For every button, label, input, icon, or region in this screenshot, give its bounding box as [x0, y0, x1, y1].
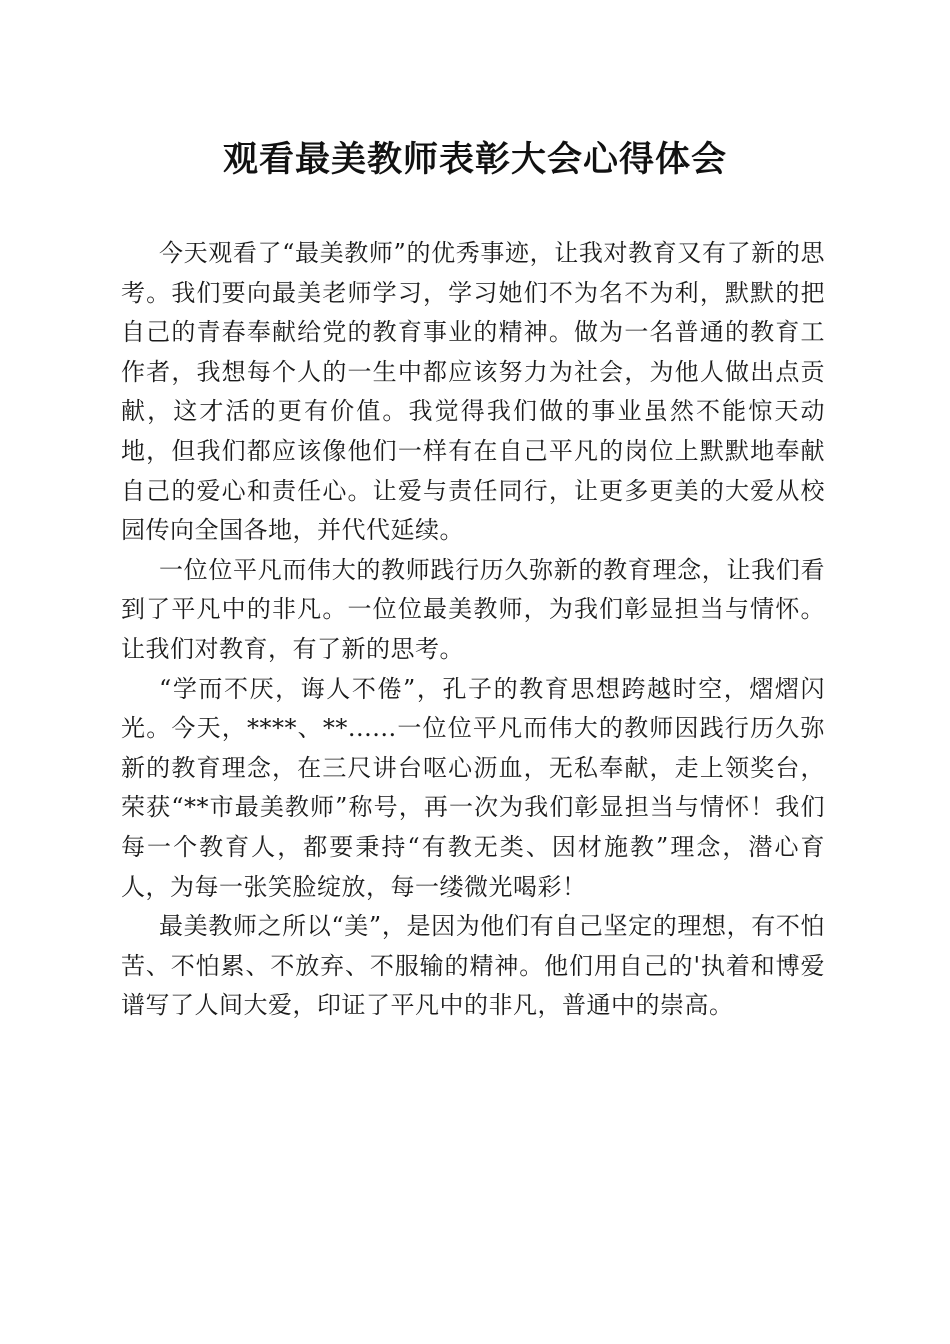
paragraph: 一位位平凡而伟大的教师践行历久弥新的教育理念，让我们看到了平凡中的非凡。一位位最美教师，为我们彰显担当与情怀。让我们对教育，有了新的思考。: [121, 555, 825, 663]
document-title: 观看最美教师表彰大会心得体会: [222, 139, 727, 180]
paragraph: 今天观看了“最美教师”的优秀事迹，让我对教育又有了新的思考。我们要向最美老师学习，学习她们不为名不为利，默默的把自己的青春奉献给党的教育事业的精神。做为一名普通的教育工作者，我想每个人的一生中都应该努力为社会，为他人做出点贡献，这才活的更有价值。我觉得我们做的事业虽然不能惊天动地，但我们都应该像他们一样有在自己平凡的岗位上默默地奉献自己的爱心和责任心。让爱与责任同行，让更多更美的大爱从校园传向全国各地，并代代延续。: [121, 239, 825, 545]
paragraph: “学而不厌，诲人不倦”，孔子的教育思想跨越时空，熠熠闪光。今天，****、**......一位位平凡而伟大的教师因践行历久弥新的教育理念，在三尺讲台呕心沥血，无私奉献，走上领奖台，荣获“**市最美教师”称号，再一次为我们彰显担当与情怀！我们每一个教育人，都要秉持“有教无类、因材施教”理念，潜心育人，为每一张笑脸绽放，每一缕微光喝彩！: [121, 674, 825, 901]
paragraph: 最美教师之所以“美”，是因为他们有自己坚定的理想，有不怕苦、不怕累、不放弃、不服输的精神。他们用自己的'执着和博爱谱写了人间大爱，印证了平凡中的非凡，普通中的崇高。: [121, 912, 825, 1020]
document-body: [121, 234, 825, 1026]
